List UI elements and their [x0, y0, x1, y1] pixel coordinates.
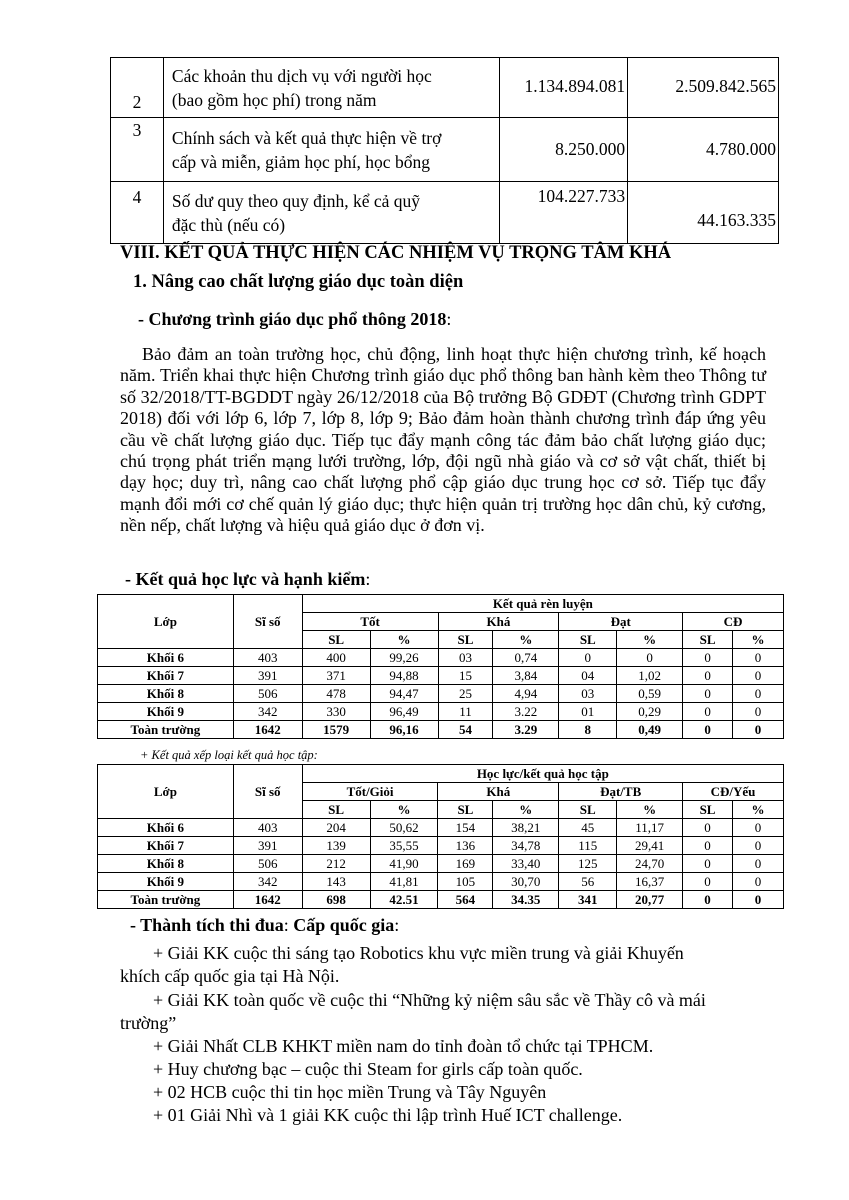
cell-value: 29,41	[617, 837, 683, 855]
cell-value: 342	[233, 703, 302, 721]
sub-header: SL	[302, 631, 370, 649]
cell-value: 0	[683, 667, 733, 685]
heading-colon: :	[446, 309, 452, 329]
cell-value: 20,77	[617, 891, 683, 909]
sub-header: SL	[683, 631, 733, 649]
row-description	[163, 58, 499, 118]
cell-value: 154	[438, 819, 493, 837]
table-row	[98, 703, 784, 721]
cell-value: 0	[733, 891, 784, 909]
total-row	[98, 891, 784, 909]
level-header: CĐ/Yếu	[683, 783, 784, 801]
sub-header: %	[617, 801, 683, 819]
cell-value: 34.35	[493, 891, 559, 909]
cell-value: 50,62	[370, 819, 438, 837]
col-header-lop: Lớp	[98, 595, 234, 649]
cell-value: 0	[683, 855, 733, 873]
row-description-line: Số dư quy theo quy định, kể cả quỹ	[171, 190, 421, 211]
table-row	[98, 837, 784, 855]
sub-header: SL	[438, 801, 493, 819]
cell-value: 0	[733, 667, 784, 685]
col-header-siso: Sĩ số	[233, 765, 302, 819]
cell-value: 42.51	[370, 891, 438, 909]
cell-value: 03	[559, 685, 617, 703]
cell-value: 391	[233, 667, 302, 685]
level-header: CĐ	[683, 613, 784, 631]
cell-value: 506	[233, 685, 302, 703]
level-header: Đạt	[559, 613, 683, 631]
sub-header: SL	[683, 801, 733, 819]
cell-value: 0	[683, 685, 733, 703]
achievement-item: + Huy chương bạc – cuộc thi Steam for girls cấp toàn quốc.	[153, 1059, 583, 1079]
learning-table	[97, 764, 784, 909]
cell-value: 115	[559, 837, 617, 855]
row-description-line: Chính sách và kết quả thực hiện về trợ	[171, 127, 442, 148]
sub-header: %	[370, 631, 438, 649]
cell-value: 04	[559, 667, 617, 685]
group-header: Kết quả rèn luyện	[302, 595, 783, 613]
cell-value: 3.22	[493, 703, 559, 721]
cell-value: 371	[302, 667, 370, 685]
cell-value: 96,49	[370, 703, 438, 721]
cell-value: 564	[438, 891, 493, 909]
total-row	[98, 721, 784, 739]
sub-header: SL	[559, 801, 617, 819]
sub-header: %	[493, 631, 559, 649]
cell-value: 01	[559, 703, 617, 721]
cell-value: 45	[559, 819, 617, 837]
cell-value: 0	[683, 873, 733, 891]
row-index: 4	[111, 182, 164, 244]
cell-value: 3.29	[493, 721, 559, 739]
cell-value: 0	[733, 649, 784, 667]
cell-value: 94,47	[370, 685, 438, 703]
results-heading	[125, 569, 370, 590]
sub-header: %	[733, 801, 784, 819]
sub-header: %	[733, 631, 784, 649]
cell-value: 698	[302, 891, 370, 909]
row-label: Toàn trường	[98, 891, 234, 909]
achievement-item-cont: trường”	[120, 1013, 177, 1033]
results-heading-text: - Kết quả học lực và hạnh kiểm	[125, 569, 366, 589]
cell-value: 30,70	[493, 873, 559, 891]
value-col-2: 4.780.000	[628, 118, 779, 182]
learning-note: + Kết quả xếp loại kết quả học tập:	[140, 748, 318, 762]
cell-value: 11,17	[617, 819, 683, 837]
col-header-siso: Sĩ số	[233, 595, 302, 649]
row-label: Toàn trường	[98, 721, 234, 739]
cell-value: 136	[438, 837, 493, 855]
achievement-item: + 01 Giải Nhì và 1 giải KK cuộc thi lập trình Huế ICT challenge.	[153, 1105, 623, 1125]
cell-value: 0	[683, 819, 733, 837]
heading-colon: :	[283, 915, 294, 935]
level-header: Khá	[438, 613, 559, 631]
cell-value: 0	[733, 703, 784, 721]
cell-value: 506	[233, 855, 302, 873]
program-paragraph: Bảo đảm an toàn trường học, chủ động, linh hoạt thực hiện chương trình, kế hoạch năm. Triển khai thực hiện Chương trình giáo dục phổ thông ban hành kèm theo Thông tư số 32/2018/TT-BGDDT ngày 26/12/2018 của Bộ trưởng Bộ GDĐT (Chương trình GDPT 2018) đối với lớp 6, lớp 7, lớp 8, lớp 9; Bảo đảm hoàn thành chương trình đáp ứng yêu cầu về chất lượng giáo dục. Tiếp tục đẩy mạnh công tác đảm bảo chất lượng giáo dục; chú trọng phát triển mạng lưới trường, lớp, đội ngũ nhà giáo và cơ sở vật chất, thiết bị dạy học; duy trì, nâng cao chất lượng phổ cập giáo dục trung học cơ sở. Tiếp tục đẩy mạnh đổi mới cơ chế quản lý giáo dục; thực hiện quản trị trường học dân chủ, kỷ cương, nền nếp, chất lượng và hiệu quả giáo dục ở đơn vị.	[120, 344, 766, 536]
cell-value: 15	[438, 667, 493, 685]
cell-value: 0	[733, 685, 784, 703]
cell-value: 99,26	[370, 649, 438, 667]
cell-value: 204	[302, 819, 370, 837]
level-header: Đạt/TB	[559, 783, 683, 801]
cell-value: 0	[733, 855, 784, 873]
program-heading-text: - Chương trình giáo dục phổ thông 2018	[138, 309, 447, 329]
level-header: Khá	[438, 783, 559, 801]
cell-value: 25	[438, 685, 493, 703]
cell-value: 33,40	[493, 855, 559, 873]
cell-value: 0	[683, 721, 733, 739]
achievement-heading	[130, 915, 399, 936]
cell-value: 8	[559, 721, 617, 739]
cell-value: 0	[617, 649, 683, 667]
cell-value: 11	[438, 703, 493, 721]
row-label: Khối 7	[98, 837, 234, 855]
row-label: Khối 6	[98, 819, 234, 837]
row-description-line: Các khoản thu dịch vụ với người học	[171, 65, 432, 86]
row-description-line: đặc thù (nếu có)	[171, 214, 286, 235]
cell-value: 125	[559, 855, 617, 873]
row-label: Khối 9	[98, 703, 234, 721]
cell-value: 0	[733, 873, 784, 891]
cell-value: 0	[683, 891, 733, 909]
cell-value: 342	[233, 873, 302, 891]
table-row	[98, 819, 784, 837]
finance-row	[111, 118, 779, 182]
cell-value: 0,59	[617, 685, 683, 703]
cell-value: 56	[559, 873, 617, 891]
subsection-title: 1. Nâng cao chất lượng giáo dục toàn diện	[133, 272, 464, 292]
row-label: Khối 9	[98, 873, 234, 891]
achievement-item: + Giải KK toàn quốc về cuộc thi “Những kỷ niệm sâu sắc về Thầy cô và mái	[153, 990, 706, 1010]
cell-value: 94,88	[370, 667, 438, 685]
cell-value: 0,49	[617, 721, 683, 739]
cell-value: 41,90	[370, 855, 438, 873]
cell-value: 1579	[302, 721, 370, 739]
achievement-item: + Giải Nhất CLB KHKT miền nam do tỉnh đoàn tổ chức tại TPHCM.	[153, 1036, 654, 1056]
table-row	[98, 873, 784, 891]
program-heading	[138, 309, 451, 330]
table-row	[98, 649, 784, 667]
cell-value: 1,02	[617, 667, 683, 685]
cell-value: 212	[302, 855, 370, 873]
cell-value: 0	[683, 649, 733, 667]
cell-value: 03	[438, 649, 493, 667]
cell-value: 139	[302, 837, 370, 855]
cell-value: 0,29	[617, 703, 683, 721]
level-header: Tốt/Giỏi	[302, 783, 438, 801]
cell-value: 16,37	[617, 873, 683, 891]
cell-value: 330	[302, 703, 370, 721]
cell-value: 1642	[233, 891, 302, 909]
cell-value: 391	[233, 837, 302, 855]
cell-value: 1642	[233, 721, 302, 739]
cell-value: 105	[438, 873, 493, 891]
sub-header: SL	[438, 631, 493, 649]
achievement-item: + Giải KK cuộc thi sáng tạo Robotics khu vực miền trung và giải Khuyến	[153, 943, 684, 963]
cell-value: 0	[733, 819, 784, 837]
row-label: Khối 6	[98, 649, 234, 667]
cell-value: 478	[302, 685, 370, 703]
table-row	[98, 855, 784, 873]
row-label: Khối 8	[98, 685, 234, 703]
row-label: Khối 8	[98, 855, 234, 873]
cell-value: 403	[233, 649, 302, 667]
conduct-table	[97, 594, 784, 739]
cell-value: 400	[302, 649, 370, 667]
achievement-heading-text: - Thành tích thi đua	[130, 915, 284, 935]
row-description	[163, 118, 499, 182]
value-col-1: 1.134.894.081	[500, 58, 628, 118]
cell-value: 169	[438, 855, 493, 873]
value-col-1: 104.227.733	[500, 182, 628, 244]
cell-value: 341	[559, 891, 617, 909]
row-description-line: (bao gồm học phí) trong năm	[171, 89, 377, 110]
cell-value: 35,55	[370, 837, 438, 855]
value-col-2: 44.163.335	[628, 182, 779, 244]
finance-table	[110, 57, 779, 244]
cell-value: 0	[733, 837, 784, 855]
value-col-1: 8.250.000	[500, 118, 628, 182]
finance-row	[111, 182, 779, 244]
achievement-level: Cấp quốc gia	[293, 915, 395, 935]
row-label: Khối 7	[98, 667, 234, 685]
col-header-lop: Lớp	[98, 765, 234, 819]
row-description-line: cấp và miễn, giảm học phí, học bổng	[171, 151, 430, 172]
table-row	[98, 667, 784, 685]
cell-value: 38,21	[493, 819, 559, 837]
row-index: 3	[111, 118, 164, 182]
cell-value: 0	[733, 721, 784, 739]
value-col-2: 2.509.842.565	[628, 58, 779, 118]
level-header: Tốt	[302, 613, 438, 631]
heading-colon: :	[394, 915, 400, 935]
heading-colon: :	[365, 569, 371, 589]
sub-header: %	[493, 801, 559, 819]
cell-value: 0	[559, 649, 617, 667]
cell-value: 24,70	[617, 855, 683, 873]
group-header: Học lực/kết quả học tập	[302, 765, 783, 783]
cell-value: 41,81	[370, 873, 438, 891]
cell-value: 4,94	[493, 685, 559, 703]
cell-value: 96,16	[370, 721, 438, 739]
sub-header: SL	[302, 801, 370, 819]
sub-header: %	[370, 801, 438, 819]
cell-value: 0	[683, 703, 733, 721]
section-title: VIII. KẾT QUẢ THỰC HIỆN CÁC NHIỆM VỤ TRỌNG TÂM KHÁ	[120, 243, 672, 263]
sub-header: SL	[559, 631, 617, 649]
sub-header: %	[617, 631, 683, 649]
row-description	[163, 182, 499, 244]
cell-value: 143	[302, 873, 370, 891]
achievement-item: + 02 HCB cuộc thi tin học miền Trung và Tây Nguyên	[153, 1082, 547, 1102]
cell-value: 54	[438, 721, 493, 739]
cell-value: 34,78	[493, 837, 559, 855]
cell-value: 403	[233, 819, 302, 837]
table-row	[98, 685, 784, 703]
cell-value: 3,84	[493, 667, 559, 685]
finance-row	[111, 58, 779, 118]
cell-value: 0,74	[493, 649, 559, 667]
cell-value: 0	[683, 837, 733, 855]
achievement-item-cont: khích cấp quốc gia tại Hà Nội.	[120, 966, 340, 986]
row-index: 2	[111, 58, 164, 118]
